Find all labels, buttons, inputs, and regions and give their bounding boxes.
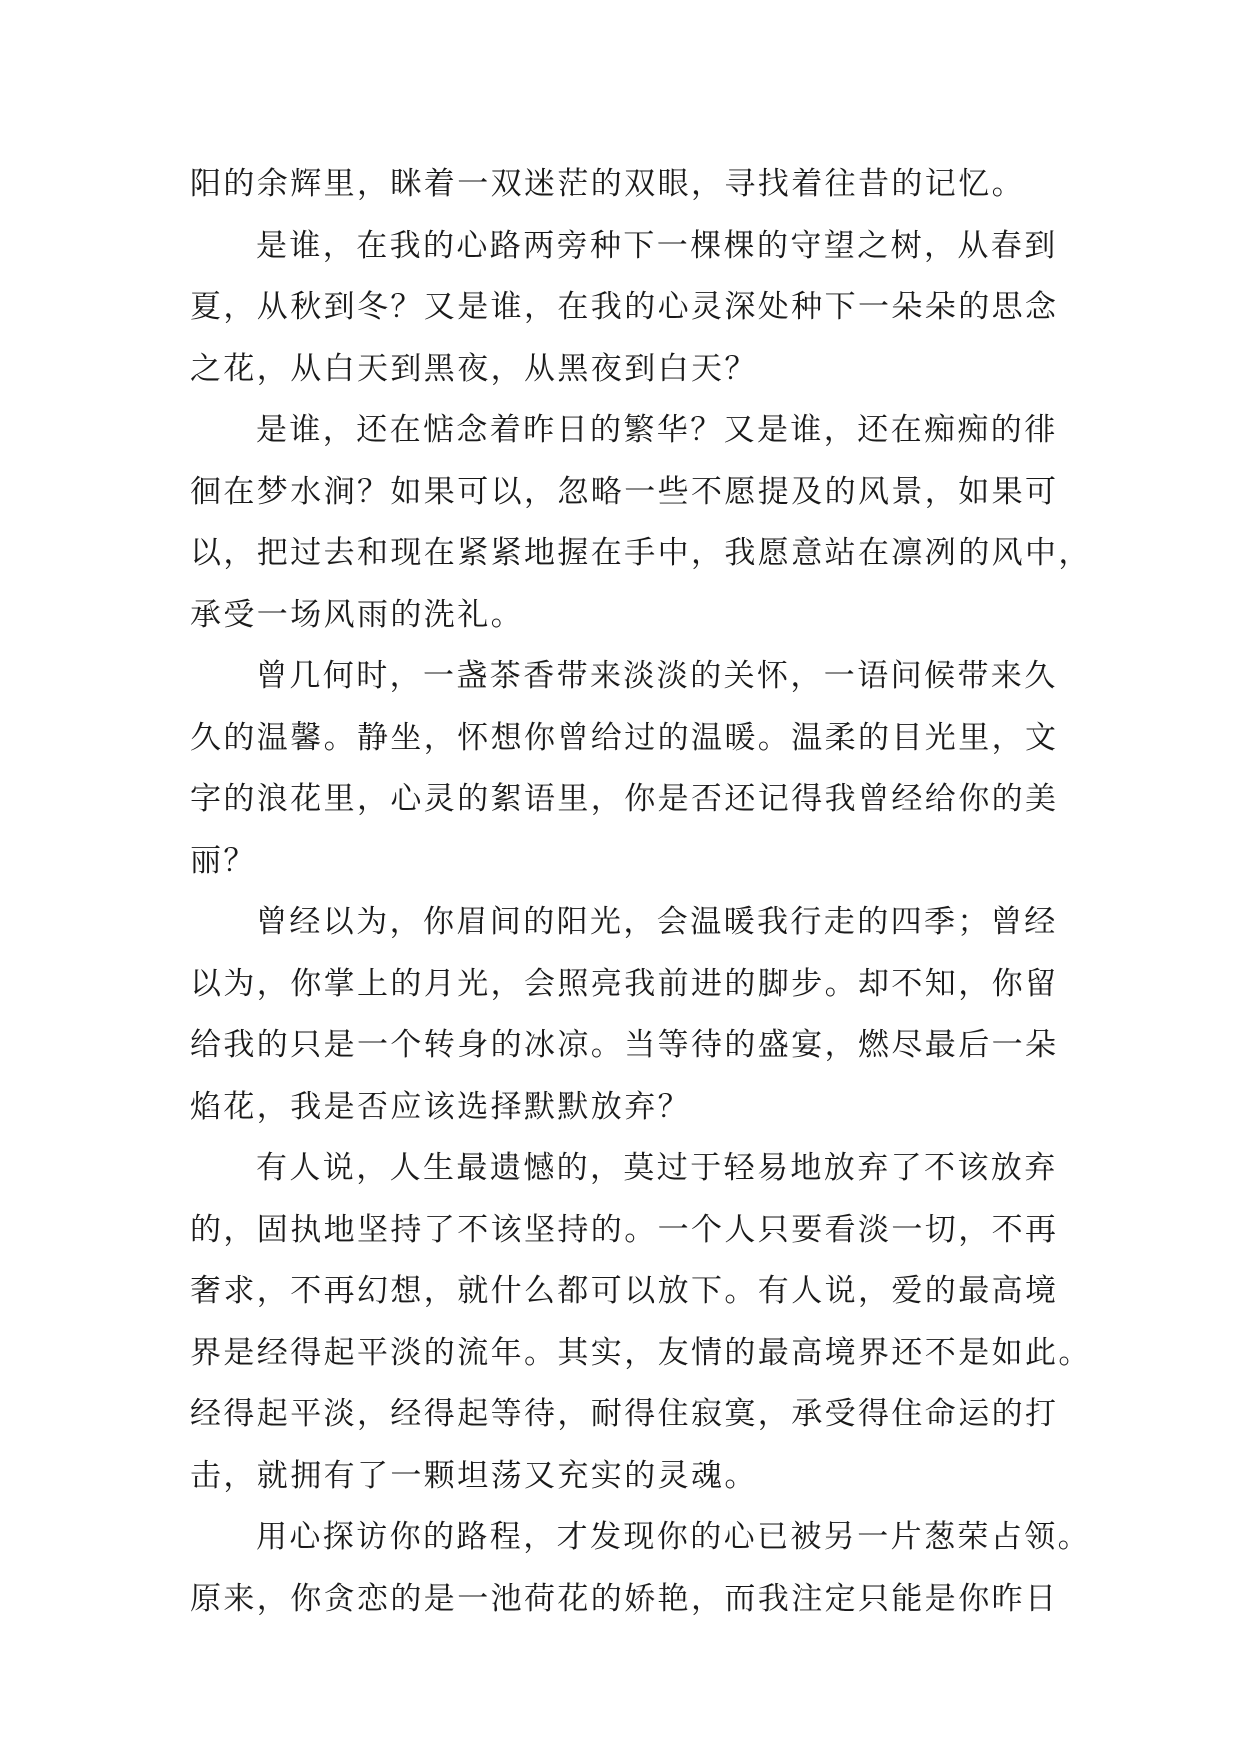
text-line: 给我的只是一个转身的冰凉。当等待的盛宴，燃尽最后一朵 xyxy=(190,1027,1059,1063)
text-line: 徊在梦水涧？如果可以，忽略一些不愿提及的风景，如果可 xyxy=(190,473,1059,510)
text-line: 界是经得起平淡的流年。其实，友情的最高境界还不是如此。 xyxy=(190,1334,1092,1371)
text-line: 阳的余辉里，眯着一双迷茫的双眼，寻找着往昔的记忆。 xyxy=(190,166,1025,202)
text-line: 是谁，还在惦念着昨日的繁华？又是谁，还在痴痴的徘 xyxy=(256,412,1058,448)
text-line: 原来，你贪恋的是一池荷花的娇艳，而我注定只能是你昨日 xyxy=(190,1580,1059,1617)
text-line: 击，就拥有了一颗坦荡又充实的灵魂。 xyxy=(190,1457,758,1494)
text-line: 丽？ xyxy=(190,842,257,879)
text-line: 以，把过去和现在紧紧地握在手中，我愿意站在凛冽的风中， xyxy=(190,535,1092,571)
text-line: 久的温馨。静坐，怀想你曾给过的温暖。温柔的目光里，文 xyxy=(190,719,1059,756)
text-line: 经得起平淡，经得起等待，耐得住寂寞，承受得住命运的打 xyxy=(190,1396,1059,1432)
text-line: 曾几何时，一盏茶香带来淡淡的关怀，一语问候带来久 xyxy=(256,658,1058,694)
text-line: 曾经以为，你眉间的阳光，会温暖我行走的四季；曾经 xyxy=(256,904,1058,940)
text-line: 是谁，在我的心路两旁种下一棵棵的守望之树，从春到 xyxy=(256,227,1058,264)
body-text xyxy=(190,154,1092,1630)
text-line: 有人说，人生最遗憾的，莫过于轻易地放弃了不该放弃 xyxy=(256,1150,1058,1186)
text-line: 之花，从白天到黑夜，从黑夜到白天？ xyxy=(190,350,758,387)
text-line: 以为，你掌上的月光，会照亮我前进的脚步。却不知，你留 xyxy=(190,965,1059,1002)
text-line: 字的浪花里，心灵的絮语里，你是否还记得我曾经给你的美 xyxy=(190,781,1059,817)
text-line: 用心探访你的路程，才发现你的心已被另一片葱荣占领。 xyxy=(256,1519,1091,1555)
text-line: 焰花，我是否应该选择默默放弃？ xyxy=(190,1088,691,1125)
text-line: 夏，从秋到冬？又是谁，在我的心灵深处种下一朵朵的思念 xyxy=(190,289,1059,325)
text-line: 承受一场风雨的洗礼。 xyxy=(190,596,524,633)
text-line: 的，固执地坚持了不该坚持的。一个人只要看淡一切，不再 xyxy=(190,1211,1059,1248)
text-line: 奢求，不再幻想，就什么都可以放下。有人说，爱的最高境 xyxy=(190,1273,1059,1309)
